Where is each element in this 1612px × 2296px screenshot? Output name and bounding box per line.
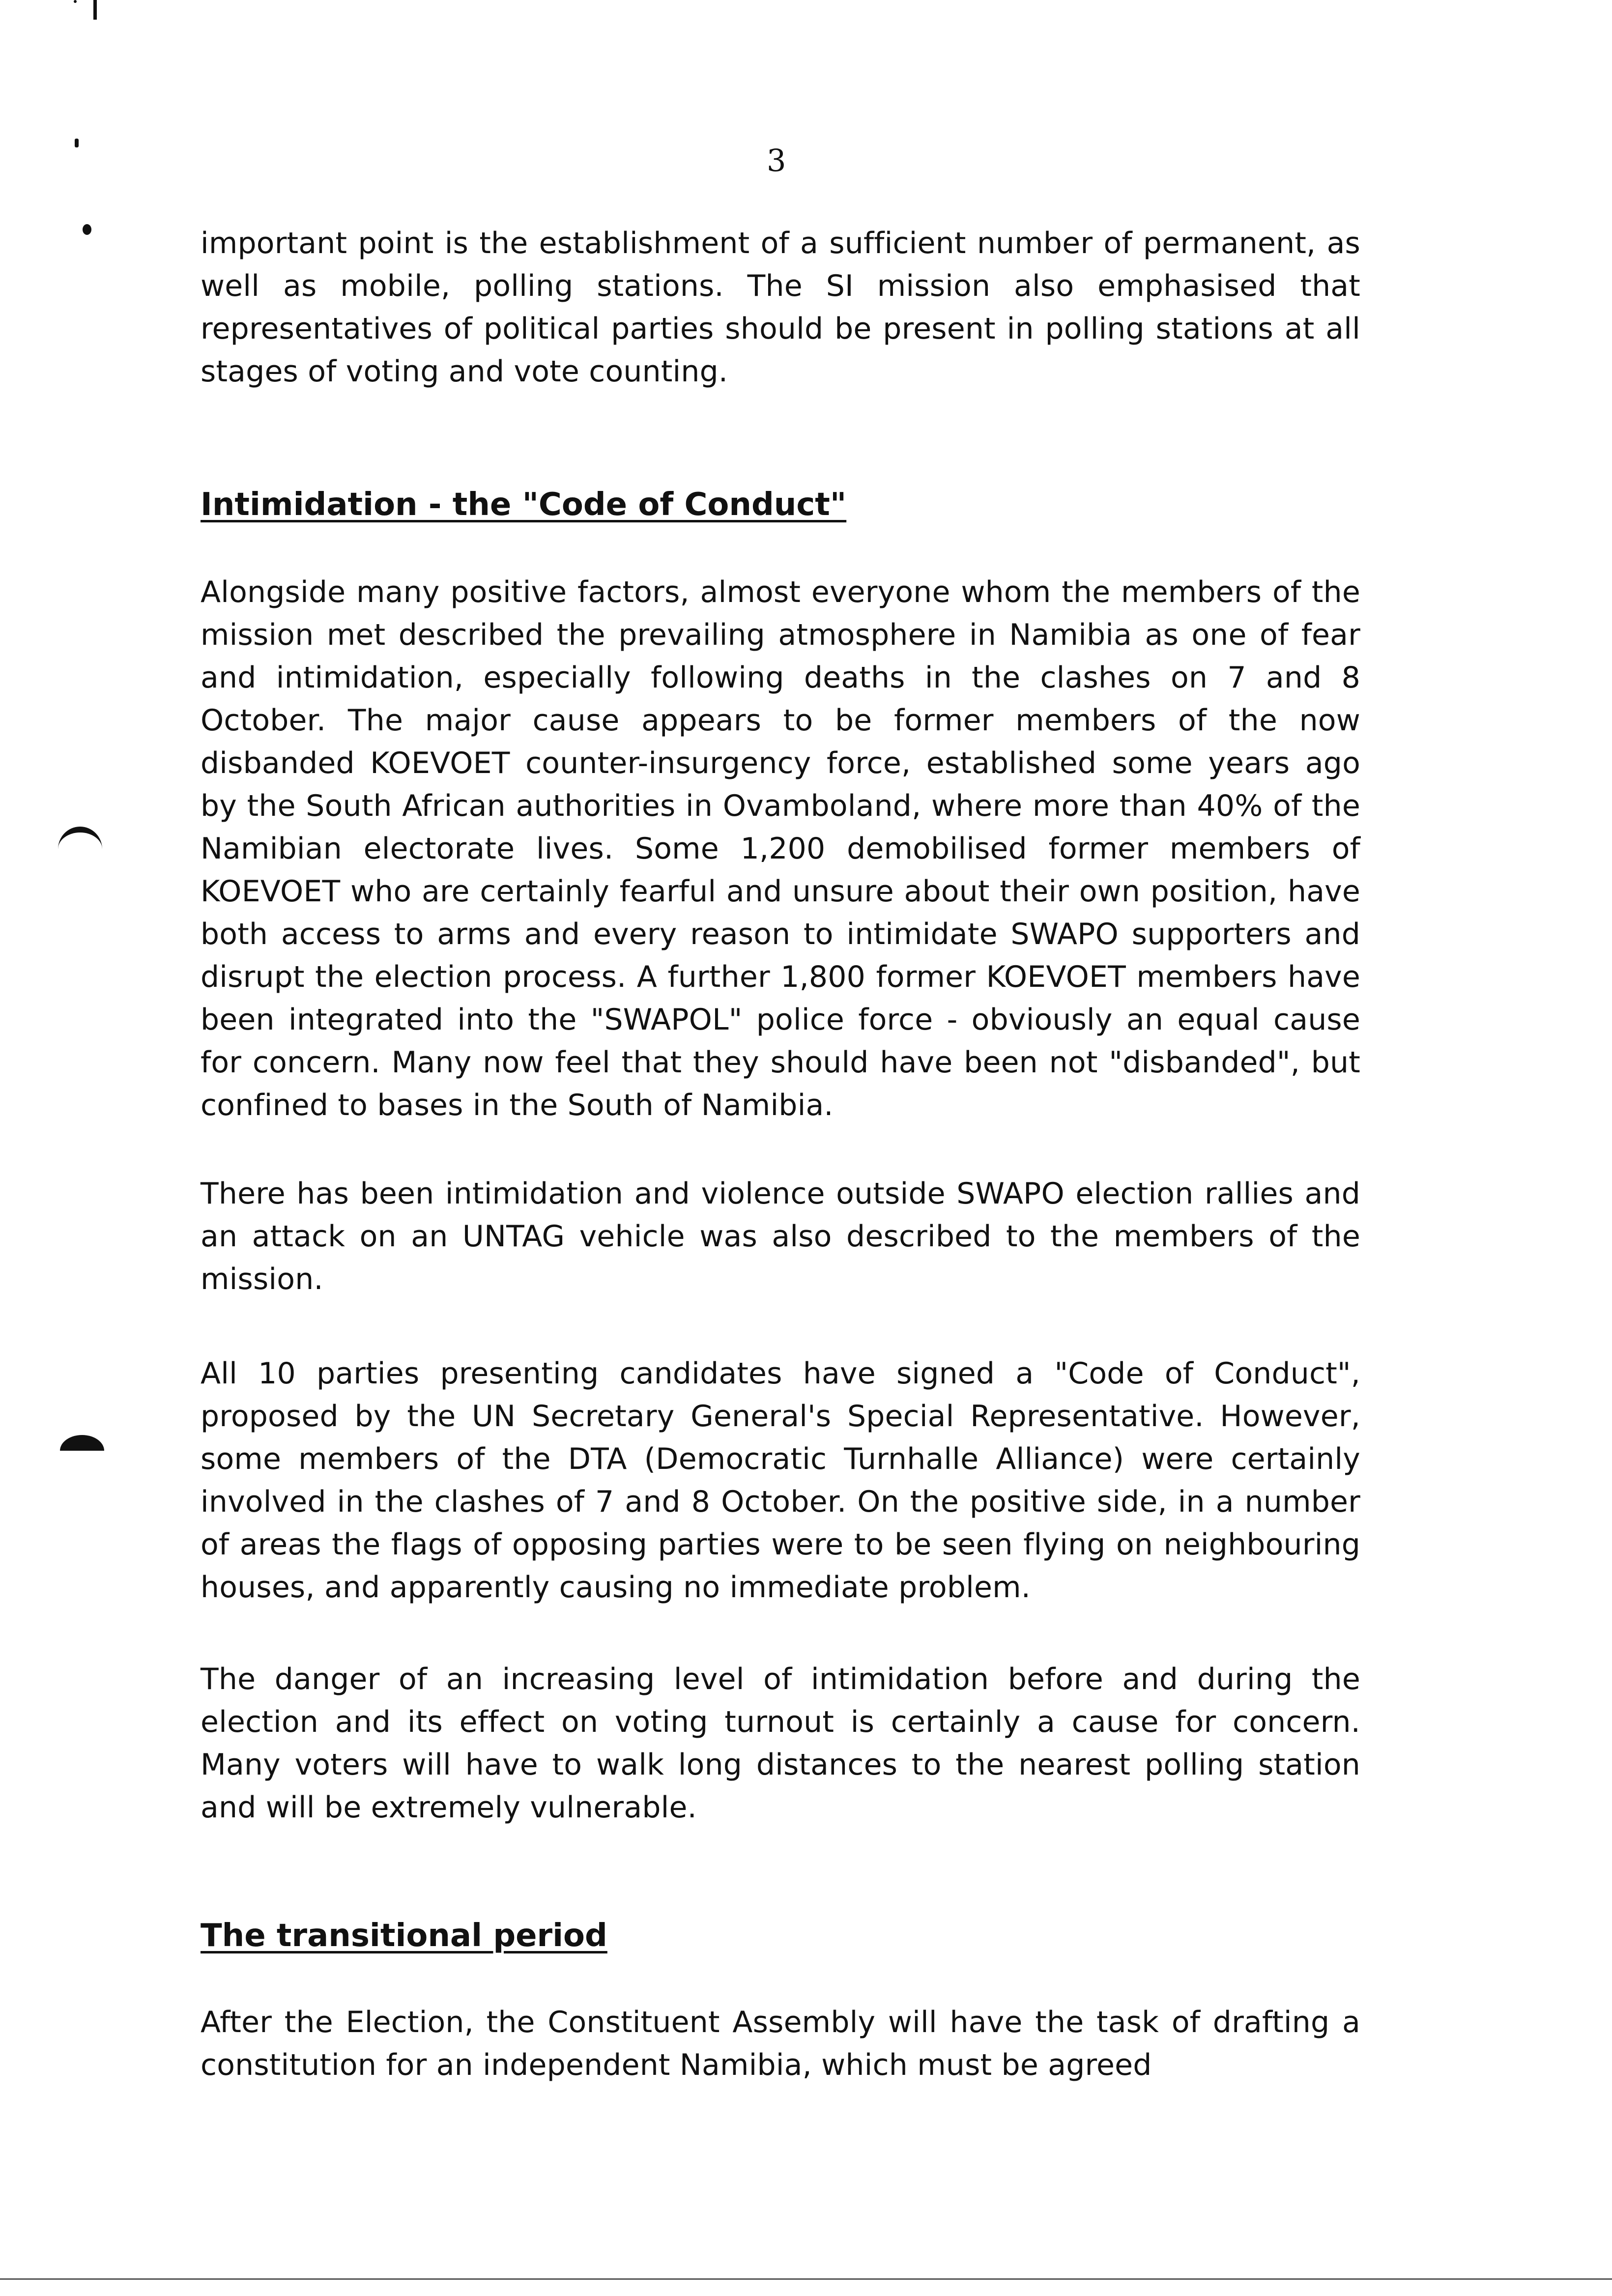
paragraph-code-of-conduct: All 10 parties presenting candidates have signed a "Code of Conduct", proposed by the UN Secretary General's Special Representative. However, some members of the DTA (Democratic Turnhalle Alliance) were certainly involved in the clashes of 7 and 8 October. On the positive side, in a number of areas the flags of opposing parties were to be seen flying on neighbouring houses, and apparently causing no immediate problem. xyxy=(201,1356,1360,1605)
scan-mark-dot-2 xyxy=(83,224,91,235)
paragraph-after-election: After the Election, the Constituent Assembly will have the task of drafting a constitution for an independent Namibia, which must be agreed xyxy=(201,2005,1360,2082)
scan-mark-top xyxy=(93,0,97,20)
paragraph-rallies: There has been intimidation and violence outside SWAPO election rallies and an attack on an UNTAG vehicle was also described to the members of the mission. xyxy=(201,1177,1360,1296)
bottom-edge-line xyxy=(0,2278,1612,2280)
page-number: 3 xyxy=(767,143,786,178)
punch-hole-lower xyxy=(60,1435,104,1451)
scan-mark-dot-1 xyxy=(74,0,77,3)
heading-intimidation: Intimidation - the "Code of Conduct" xyxy=(201,487,847,523)
scan-mark-tick xyxy=(75,139,79,147)
punch-hole-upper xyxy=(58,827,102,849)
paragraph-intimidation: Alongside many positive factors, almost everyone whom the members of the mission met described the prevailing atmosphere in Namibia as one of fear and intimidation, especially following deaths in the clashes on 7 and 8 October. The major cause appears to be former members of the now disbanded KOEVOET counter-insurgency force, established some years ago by the South African authorities in Ovamboland, where more than 40% of the Namibian electorate lives. Some 1,200 demobilised former members of KOEVOET who are certainly fearful and unsure about their own position, have both access to arms and every reason to intimidate SWAPO supporters and disrupt the election process. A further 1,800 former KOEVOET members have been integrated into the "SWAPOL" police force - obviously an equal cause for concern. Many now feel that they should have been not "disbanded", but confined to bases in the South of Namibia. xyxy=(201,575,1360,1122)
paragraph-polling-stations: important point is the establishment of a sufficient number of permanent, as well as mobile, polling stations. The SI mission also emphasised that representatives of political parties should be present in polling stations at all stages of voting and vote counting. xyxy=(201,226,1360,389)
paragraph-danger: The danger of an increasing level of intimidation before and during the election and its effect on voting turnout is certainly a cause for concern. Many voters will have to walk long distances to the nearest polling station and will be extremely vulnerable. xyxy=(201,1662,1360,1825)
heading-transitional-period: The transitional period xyxy=(201,1918,607,1954)
